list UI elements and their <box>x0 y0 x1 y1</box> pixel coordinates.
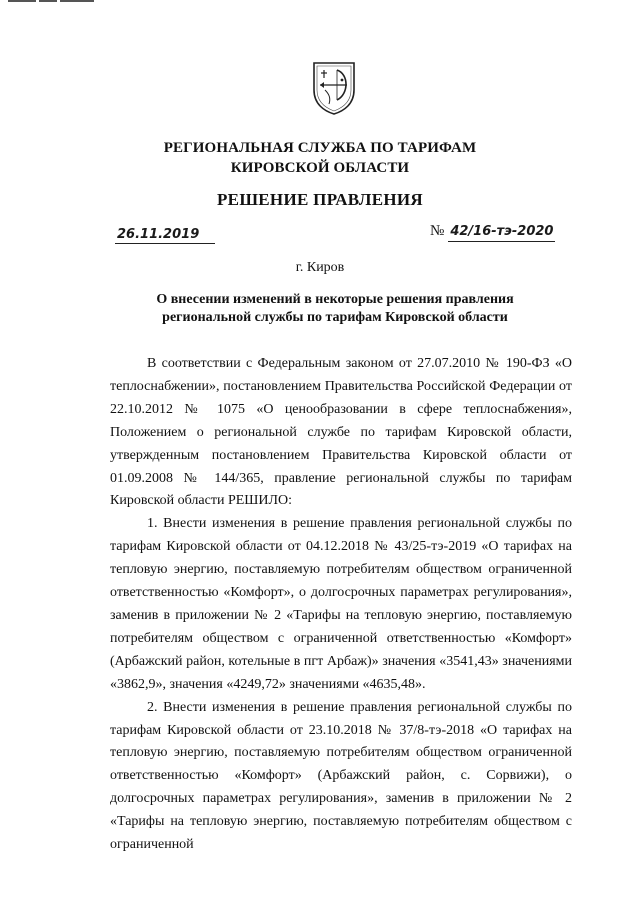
organization-line-2: КИРОВСКОЙ ОБЛАСТИ <box>230 160 410 176</box>
decision-subject <box>100 291 570 327</box>
paragraph-preamble: В соответствии с Федеральным законом от 27.07.2010 № 190-ФЗ «О теплоснабжении», постановлением Правительства Российской Федерации от 22.10.2012 № 1075 «О ценообразовании в сфере теплоснабжения», Положением о региональной службе по тарифам Кировской области, утвержденным постановлением Правительства Кировской области от 01.09.2008 № 144/365, правление региональной службы по тарифам Кировской области РЕШИЛО: <box>110 356 572 509</box>
document-title: РЕШЕНИЕ ПРАВЛЕНИЯ <box>217 190 423 209</box>
organization-line-1: РЕГИОНАЛЬНАЯ СЛУЖБА ПО ТАРИФАМ <box>163 140 477 156</box>
document-body <box>110 353 572 857</box>
number-label: № <box>430 223 445 239</box>
decision-number-value: 42/16-тэ-2020 <box>448 223 555 242</box>
organization-name <box>0 138 640 178</box>
decision-date <box>115 225 215 244</box>
subject-line-1: О внесении изменений в некоторые решения правления <box>156 292 514 307</box>
decision-number <box>430 222 555 242</box>
kirov-coat-of-arms-icon <box>311 60 357 116</box>
decision-date-value: 26.11.2019 <box>117 227 200 242</box>
paragraph-item-1: 1. Внести изменения в решение правления региональной службы по тарифам Кировской области от 04.12.2018 № 43/25-тэ-2019 «О тарифах на тепловую энергию, поставляемую потребителям обществом ограниченной ответственностью «Комфорт», о долгосрочных параметрах регулирования», заменив в приложении № 2 «Тарифы на тепловую энергию, поставляемую потребителям обществом с ограниченной ответственностью «Комфорт» (Арбажский район, котельные в пгт Арбаж)» значения «3541,43» значениями «3862,9», значения «4249,72» значениями «4635,48». <box>110 516 572 692</box>
scan-edge-marks <box>8 0 98 3</box>
subject-line-2: региональной службы по тарифам Кировской области <box>162 310 508 325</box>
paragraph-item-2: 2. Внести изменения в решение правления региональной службы по тарифам Кировской области от 23.10.2018 № 37/8-тэ-2018 «О тарифах на тепловую энергию, поставляемую потребителям обществом ограниченной ответственностью «Комфорт» (Арбажский район, с. Сорвижи), о долгосрочных параметрах регулирования», заменив в приложении № 2 «Тарифы на тепловую энергию, поставляемую потребителям обществом с ограниченной <box>110 699 572 853</box>
city: г. Киров <box>295 260 345 275</box>
